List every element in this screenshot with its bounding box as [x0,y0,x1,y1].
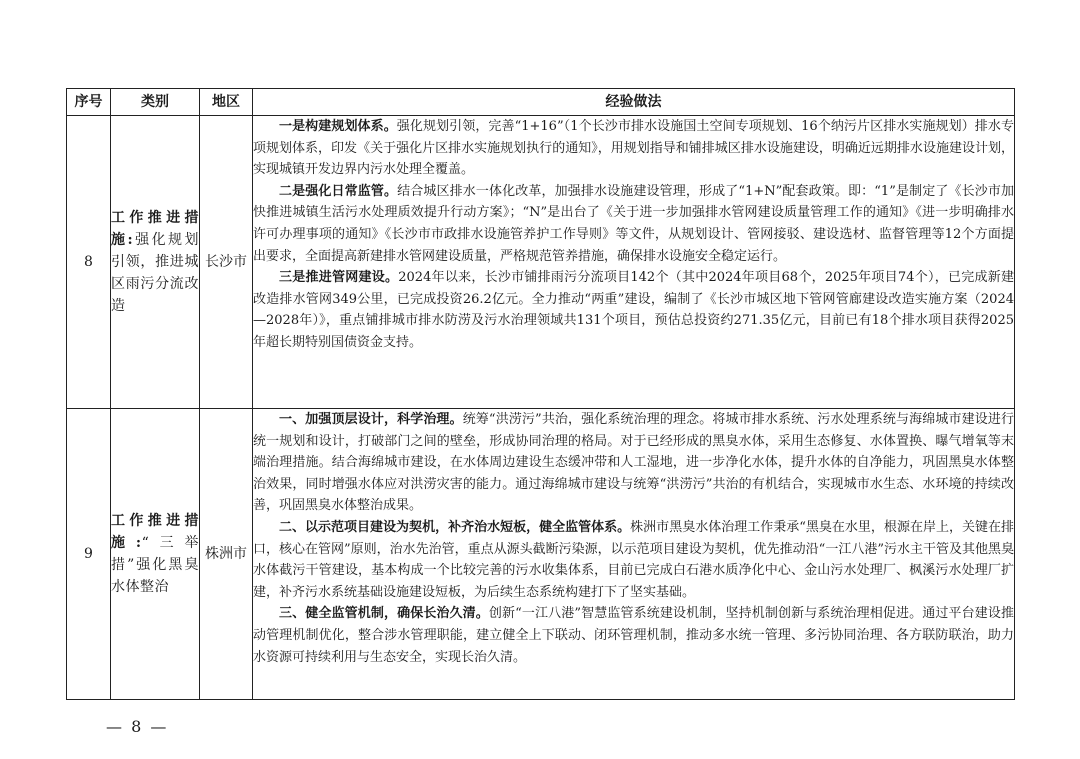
paragraph-lead: 二、以示范项目建设为契机，补齐治水短板，健全监管体系。 [279,519,631,535]
paragraph-lead: 三、健全监管机制，确保长治久清。 [279,606,489,622]
paragraph-lead: 三是推进管网建设。 [279,270,399,286]
experience-paragraph [253,409,1014,517]
row-number: 9 [67,409,111,700]
paragraph-lead: 一、加强顶层设计，科学治理。 [279,412,463,427]
experience-paragraph [253,603,1014,668]
row-category [111,116,200,409]
row-experience [253,116,1015,409]
category-text: “三举措”强化黑臭水体整治 [111,535,199,595]
category-text: 强化规划引领，推进城区雨污分流改造 [111,232,200,314]
paragraph-text: 强化规划引领，完善“1+16”（1个长沙市排水设施国土空间专项规划、16个纳污片区排水实施规划）排水专项规划体系，印发《关于强化片区排水实施规划执行的通知》，用规划指导和铺排城区排水设施建设，明确近远期排水设施建设计划，实现城镇开发边界内污水处理全覆盖。 [253,119,1014,178]
experience-paragraph [253,267,1014,353]
table-header-row [67,89,1015,116]
experience-paragraph [253,181,1014,267]
header-category: 类别 [111,89,200,116]
paragraph-lead: 一是构建规划体系。 [279,119,397,134]
category-bold: 工作推进措施: [111,210,199,248]
paragraph-text: 株洲市黑臭水体治理工作秉承“黑臭在水里，根源在岸上，关键在排口，核心在管网”原则，治水先治管，重点从源头截断污染源，以示范项目建设为契机，优先推动沿“一江八港”污水主干管及其他黑臭水体截污干管建设，基本构成一个比较完善的污水收集体系，目前已完成白石港水质净化中心、金山污水处理厂、枫溪污水处理厂扩建，补齐污水系统基础设施建设短板，为后续生态系统构建打下了坚实基础。 [253,519,1014,600]
row-number: 8 [67,116,111,409]
paragraph-text: 结合城区排水一体化改革，加强排水设施建设管理，形成了“1+N”配套政策。即：“1”是制定了《长沙市加快推进城镇生活污水处理质效提升行动方案》；“N”是出台了《关于进一步加强排水管网建设质量管理工作的通知》《进一步明确排水许可办理事项的通知》《长沙市市政排水设施管养护工作导则》等文件，从规划设计、管网接驳、建设选材、监督管理等12个方面提出要求，全面提高新建排水管网建设质量，严格规范管养措施，确保排水设施安全稳定运行。 [253,183,1014,264]
experience-paragraph [253,517,1014,603]
row-experience [253,409,1015,700]
row-category [111,409,200,700]
table-row [67,409,1015,700]
header-no: 序号 [67,89,111,116]
page-number: — 8 — [106,717,169,736]
paragraph-text: 统筹“洪涝污”共治，强化系统治理的理念。将城市排水系统、污水处理系统与海绵城市建设进行统一规划和设计，打破部门之间的壁垒，形成协同治理的格局。对于已经形成的黑臭水体，采用生态修复、水体置换、曝气增氧等末端治理措施。结合海绵城市建设，在水体周边建设生态缓冲带和人工湿地，进一步净化水体，提升水体的自净能力，巩固黑臭水体整治效果，同时增强水体应对洪涝灾害的能力。通过海绵城市建设与统筹“洪涝污”共治的有机结合，实现城市水生态、水环境的持续改善，巩固黑臭水体整治成果。 [253,412,1014,514]
table-row [67,116,1015,409]
paragraph-lead: 二是强化日常监管。 [279,183,398,199]
category-bold: 工作推进措施: [111,513,199,551]
experience-table [66,88,1015,700]
header-region: 地区 [200,89,253,116]
paragraph-text: 2024年以来，长沙市铺排雨污分流项目142个（其中2024年项目68个，2025年项目74个），已完成新建改造排水管网349公里，已完成投资26.2亿元。全力推动“两重”建设，编制了《长沙市城区地下管网管廊建设改造实施方案（2024—2028年）》，重点铺排城市排水防涝及污水治理领域共131个项目，预估总投资约271.35亿元，目前已有18个排水项目获得2025年超长期特别国债资金支持。 [253,270,1014,350]
experience-paragraph [253,116,1014,181]
row-region: 长沙市 [200,116,253,409]
row-region: 株洲市 [200,409,253,700]
header-experience: 经验做法 [253,89,1015,116]
paragraph-text: 创新“一江八港”智慧监管系统建设机制，坚持机制创新与系统治理相促进。通过平台建设推动管理机制优化，整合涉水管理职能，建立健全上下联动、闭环管理机制，推动多水统一管理、多污协同治理、各方联防联治，助力水资源可持续利用与生态安全，实现长治久清。 [253,606,1014,665]
